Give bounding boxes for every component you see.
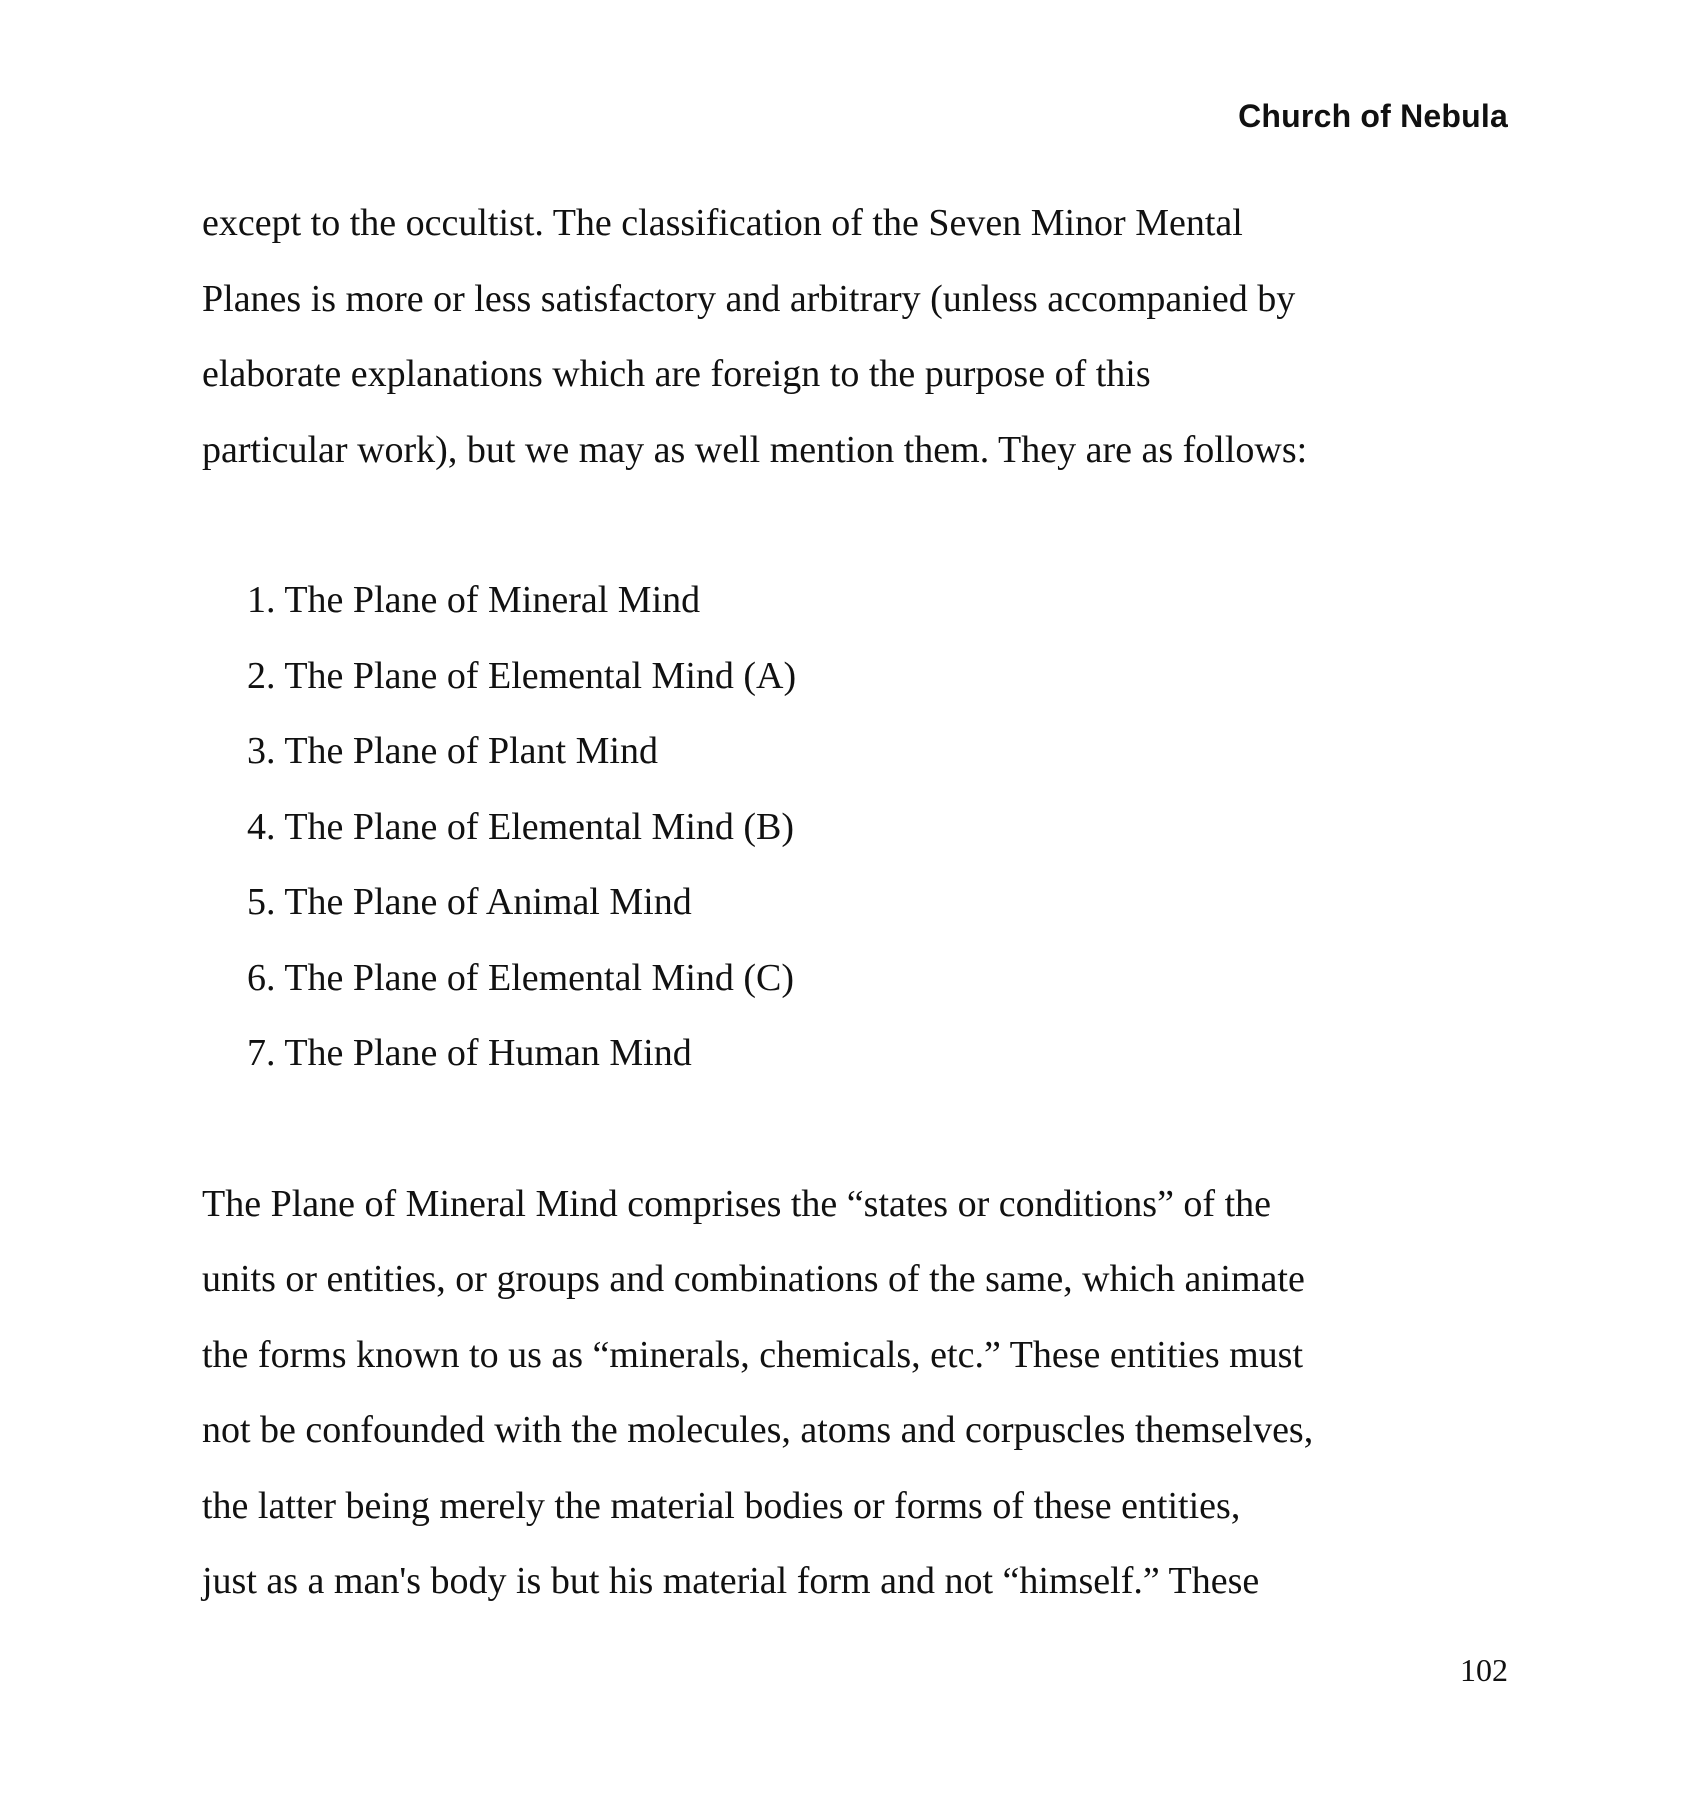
paragraph-line: the latter being merely the material bodies or forms of these entities, bbox=[202, 1484, 1241, 1527]
paragraph-line: the forms known to us as “minerals, chemicals, etc.” These entities must bbox=[202, 1333, 1304, 1376]
paragraph-line: elaborate explanations which are foreign to the purpose of this bbox=[202, 353, 1151, 395]
paragraph-line: Planes is more or less satisfactory and arbitrary (unless accompanied by bbox=[202, 277, 1296, 320]
list-item-text: The Plane of Mineral Mind bbox=[284, 579, 701, 621]
paragraph-line: not be confounded with the molecules, atoms and corpuscles themselves, bbox=[202, 1409, 1314, 1451]
paragraph-line: particular work), but we may as well mention them. They are as follows: bbox=[202, 428, 1308, 471]
list-item-text: The Plane of Elemental Mind (C) bbox=[284, 956, 795, 999]
list-item bbox=[247, 790, 1532, 866]
list-item-text: The Plane of Human Mind bbox=[284, 1032, 692, 1074]
list-item-number: 5. bbox=[247, 881, 276, 923]
list-item-text: The Plane of Elemental Mind (A) bbox=[284, 654, 797, 697]
paragraph-line: The Plane of Mineral Mind comprises the “states or conditions” of the bbox=[202, 1182, 1272, 1225]
list-item-number: 1. bbox=[247, 579, 276, 621]
list-item bbox=[247, 865, 1532, 941]
list-item bbox=[247, 941, 1532, 1017]
paragraph-line: units or entities, or groups and combinations of the same, which animate bbox=[202, 1258, 1305, 1300]
list-item-number: 2. bbox=[247, 654, 276, 697]
list-item-number: 7. bbox=[247, 1032, 276, 1074]
list-item-number: 6. bbox=[247, 956, 276, 999]
second-paragraph bbox=[202, 1167, 1532, 1620]
list-item-text: The Plane of Animal Mind bbox=[284, 881, 692, 923]
list-item-number: 4. bbox=[247, 805, 276, 848]
list-item-text: The Plane of Elemental Mind (B) bbox=[284, 805, 795, 848]
running-header-title: Church of Nebula bbox=[1238, 98, 1508, 134]
list-item bbox=[247, 1016, 1532, 1092]
list-item bbox=[247, 563, 1532, 639]
page-number: 102 bbox=[1460, 1652, 1508, 1688]
planes-list bbox=[202, 563, 1532, 1092]
list-item bbox=[247, 714, 1532, 790]
paragraph-line: just as a man's body is but his material form and not “himself.” These bbox=[202, 1560, 1260, 1602]
list-item-text: The Plane of Plant Mind bbox=[284, 730, 658, 772]
page-body bbox=[202, 186, 1532, 1620]
list-item-number: 3. bbox=[247, 730, 276, 772]
paragraph-line: except to the occultist. The classification of the Seven Minor Mental bbox=[202, 202, 1243, 244]
intro-paragraph bbox=[202, 186, 1532, 488]
list-item bbox=[247, 639, 1532, 715]
